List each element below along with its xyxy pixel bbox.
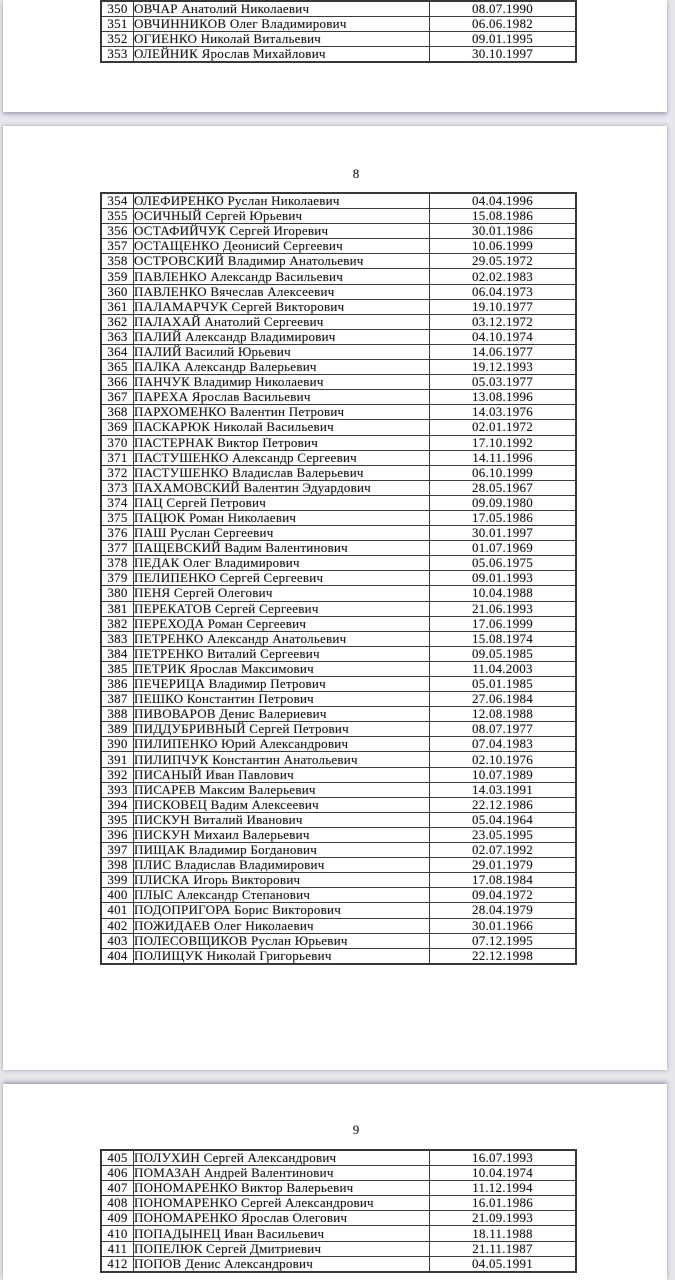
table-row: [101, 480, 576, 495]
person-name-cell: ПИСКОВЕЦ Вадим Алексеевич: [134, 797, 430, 812]
birth-date-cell: 10.07.1989: [430, 767, 577, 782]
row-number-cell: 408: [101, 1196, 134, 1211]
row-number-cell: 377: [101, 541, 134, 556]
table-row: [101, 1181, 576, 1196]
birth-date-cell: 23.05.1995: [430, 827, 577, 842]
person-name-cell: ПОПЕЛЮК Сергей Дмитриевич: [134, 1241, 430, 1256]
row-number-cell: 350: [101, 1, 134, 17]
person-name-cell: ПИСАНЫЙ Иван Павлович: [134, 767, 430, 782]
table-row: [101, 193, 576, 209]
table-row: [101, 420, 576, 435]
birth-date-cell: 28.05.1967: [430, 480, 577, 495]
row-number-cell: 404: [101, 948, 134, 964]
person-name-cell: ОСИЧНЫЙ Сергей Юрьевич: [134, 209, 430, 224]
table-row: [101, 933, 576, 948]
table-row: [101, 782, 576, 797]
person-name-cell: ПАСКАРЮК Николай Васильевич: [134, 420, 430, 435]
birth-date-cell: 08.07.1977: [430, 722, 577, 737]
person-name-cell: ПЛЫС Александр Степанович: [134, 888, 430, 903]
table-row: [101, 752, 576, 767]
birth-date-cell: 02.07.1992: [430, 843, 577, 858]
row-number-cell: 403: [101, 933, 134, 948]
row-number-cell: 387: [101, 692, 134, 707]
birth-date-cell: 19.12.1993: [430, 360, 577, 375]
person-name-cell: ПИВОВАРОВ Денис Валериевич: [134, 707, 430, 722]
row-number-cell: 412: [101, 1256, 134, 1272]
person-name-cell: ОСТАФИЙЧУК Сергей Игоревич: [134, 224, 430, 239]
birth-date-cell: 04.10.1974: [430, 329, 577, 344]
table-row: [101, 405, 576, 420]
birth-date-cell: 09.01.1995: [430, 32, 577, 47]
row-number-cell: 374: [101, 495, 134, 510]
person-name-cell: ПОНОМАРЕНКО Виктор Валерьевич: [134, 1181, 430, 1196]
birth-date-cell: 17.10.1992: [430, 435, 577, 450]
table-row: [101, 284, 576, 299]
table-row: [101, 586, 576, 601]
table-row: [101, 722, 576, 737]
person-name-cell: ПАЦЮК Роман Николаевич: [134, 510, 430, 525]
birth-date-cell: 14.03.1976: [430, 405, 577, 420]
birth-date-cell: 30.01.1966: [430, 918, 577, 933]
table-row: [101, 495, 576, 510]
table-row: [101, 873, 576, 888]
person-name-cell: ПАСТУШЕНКО Александр Сергеевич: [134, 450, 430, 465]
table-row: [101, 314, 576, 329]
birth-date-cell: 30.01.1997: [430, 526, 577, 541]
table-row: [101, 269, 576, 284]
birth-date-cell: 09.04.1972: [430, 888, 577, 903]
person-name-cell: ПЕТРЕНКО Виталий Сергеевич: [134, 646, 430, 661]
row-number-cell: 370: [101, 435, 134, 450]
row-number-cell: 368: [101, 405, 134, 420]
person-name-cell: ПИСКУН Михаил Валерьевич: [134, 827, 430, 842]
row-number-cell: 390: [101, 737, 134, 752]
birth-date-cell: 11.04.2003: [430, 661, 577, 676]
table-row: [101, 767, 576, 782]
person-name-cell: ОВЧАР Анатолий Николаевич: [134, 1, 430, 17]
row-number-cell: 360: [101, 284, 134, 299]
person-name-cell: ПАШ Руслан Сергеевич: [134, 526, 430, 541]
birth-date-cell: 29.01.1979: [430, 858, 577, 873]
table-row: [101, 47, 576, 63]
person-name-cell: ПОПОВ Денис Александрович: [134, 1256, 430, 1272]
birth-date-cell: 17.08.1984: [430, 873, 577, 888]
table-row: [101, 344, 576, 359]
row-number-cell: 379: [101, 571, 134, 586]
birth-date-cell: 21.09.1993: [430, 1211, 577, 1226]
table-row: [101, 1, 576, 17]
table-row: [101, 616, 576, 631]
table-row: [101, 299, 576, 314]
birth-date-cell: 06.04.1973: [430, 284, 577, 299]
row-number-cell: 392: [101, 767, 134, 782]
birth-date-cell: 04.04.1996: [430, 193, 577, 209]
person-name-cell: ПЕЛИПЕНКО Сергей Сергеевич: [134, 571, 430, 586]
person-name-cell: ПАЛАХАЙ Анатолий Сергеевич: [134, 314, 430, 329]
table-row: [101, 692, 576, 707]
person-name-cell: ПЕТРЕНКО Александр Анатольевич: [134, 631, 430, 646]
row-number-cell: 405: [101, 1150, 134, 1166]
person-name-cell: ОЛЕЙНИК Ярослав Михайлович: [134, 47, 430, 63]
roster-table-fragment: [100, 0, 577, 63]
table-row: [101, 737, 576, 752]
table-row: [101, 209, 576, 224]
birth-date-cell: 03.12.1972: [430, 314, 577, 329]
birth-date-cell: 14.06.1977: [430, 344, 577, 359]
table-row: [101, 948, 576, 964]
birth-date-cell: 15.08.1974: [430, 631, 577, 646]
table-row: [101, 375, 576, 390]
person-name-cell: ПАЩЕВСКИЙ Вадим Валентинович: [134, 541, 430, 556]
birth-date-cell: 07.04.1983: [430, 737, 577, 752]
person-name-cell: ПАЛИЙ Александр Владимирович: [134, 329, 430, 344]
roster-table-page-9: [100, 1149, 577, 1273]
row-number-cell: 400: [101, 888, 134, 903]
row-number-cell: 359: [101, 269, 134, 284]
row-number-cell: 367: [101, 390, 134, 405]
birth-date-cell: 17.06.1999: [430, 616, 577, 631]
birth-date-cell: 18.11.1988: [430, 1226, 577, 1241]
table-row: [101, 329, 576, 344]
table-row: [101, 1150, 576, 1166]
row-number-cell: 380: [101, 586, 134, 601]
row-number-cell: 389: [101, 722, 134, 737]
table-row: [101, 1166, 576, 1181]
document-page-8: [3, 126, 667, 1070]
page-number: 9: [352, 1122, 360, 1137]
table-row: [101, 707, 576, 722]
table-row: [101, 646, 576, 661]
row-number-cell: 378: [101, 556, 134, 571]
person-name-cell: ПОПАДЫНЕЦ Иван Васильевич: [134, 1226, 430, 1241]
row-number-cell: 396: [101, 827, 134, 842]
row-number-cell: 409: [101, 1211, 134, 1226]
birth-date-cell: 19.10.1977: [430, 299, 577, 314]
row-number-cell: 381: [101, 601, 134, 616]
row-number-cell: 393: [101, 782, 134, 797]
table-row: [101, 239, 576, 254]
person-name-cell: ПАВЛЕНКО Вячеслав Алексеевич: [134, 284, 430, 299]
person-name-cell: ПЕЧЕРИЦА Владимир Петрович: [134, 677, 430, 692]
birth-date-cell: 05.04.1964: [430, 812, 577, 827]
birth-date-cell: 27.06.1984: [430, 692, 577, 707]
person-name-cell: ПОЛИЩУК Николай Григорьевич: [134, 948, 430, 964]
birth-date-cell: 22.12.1986: [430, 797, 577, 812]
birth-date-cell: 22.12.1998: [430, 948, 577, 964]
birth-date-cell: 21.06.1993: [430, 601, 577, 616]
table-row: [101, 1226, 576, 1241]
row-number-cell: 376: [101, 526, 134, 541]
row-number-cell: 371: [101, 450, 134, 465]
table-row: [101, 526, 576, 541]
table-row: [101, 32, 576, 47]
person-name-cell: ПЕРЕКАТОВ Сергей Сергеевич: [134, 601, 430, 616]
table-row: [101, 888, 576, 903]
birth-date-cell: 14.03.1991: [430, 782, 577, 797]
person-name-cell: ПАЛИЙ Василий Юрьевич: [134, 344, 430, 359]
row-number-cell: 363: [101, 329, 134, 344]
person-name-cell: ПЕНЯ Сергей Олегович: [134, 586, 430, 601]
person-name-cell: ОВЧИННИКОВ Олег Владимирович: [134, 17, 430, 32]
person-name-cell: ПОДОПРИГОРА Борис Викторович: [134, 903, 430, 918]
roster-table-page-8: [100, 192, 577, 965]
row-number-cell: 351: [101, 17, 134, 32]
table-row: [101, 903, 576, 918]
table-row: [101, 254, 576, 269]
row-number-cell: 410: [101, 1226, 134, 1241]
table-row: [101, 677, 576, 692]
person-name-cell: ПИЛИПЕНКО Юрий Александрович: [134, 737, 430, 752]
table-row: [101, 631, 576, 646]
birth-date-cell: 11.12.1994: [430, 1181, 577, 1196]
birth-date-cell: 12.08.1988: [430, 707, 577, 722]
birth-date-cell: 09.01.1993: [430, 571, 577, 586]
birth-date-cell: 21.11.1987: [430, 1241, 577, 1256]
row-number-cell: 373: [101, 480, 134, 495]
person-name-cell: ПОНОМАРЕНКО Ярослав Олегович: [134, 1211, 430, 1226]
person-name-cell: ПОЖИДАЕВ Олег Николаевич: [134, 918, 430, 933]
table-row: [101, 1241, 576, 1256]
person-name-cell: ПАВЛЕНКО Александр Васильевич: [134, 269, 430, 284]
birth-date-cell: 13.08.1996: [430, 390, 577, 405]
person-name-cell: ПАЦ Сергей Петрович: [134, 495, 430, 510]
person-name-cell: ПОНОМАРЕНКО Сергей Александрович: [134, 1196, 430, 1211]
table-row: [101, 1196, 576, 1211]
person-name-cell: ПИДДУБРИВНЫЙ Сергей Петрович: [134, 722, 430, 737]
row-number-cell: 369: [101, 420, 134, 435]
birth-date-cell: 09.05.1985: [430, 646, 577, 661]
row-number-cell: 386: [101, 677, 134, 692]
person-name-cell: ПЕРЕХОДА Роман Сергеевич: [134, 616, 430, 631]
row-number-cell: 402: [101, 918, 134, 933]
row-number-cell: 353: [101, 47, 134, 63]
row-number-cell: 401: [101, 903, 134, 918]
row-number-cell: 385: [101, 661, 134, 676]
table-row: [101, 918, 576, 933]
birth-date-cell: 10.06.1999: [430, 239, 577, 254]
birth-date-cell: 04.05.1991: [430, 1256, 577, 1272]
row-number-cell: 388: [101, 707, 134, 722]
table-row: [101, 1256, 576, 1272]
table-row: [101, 843, 576, 858]
person-name-cell: ПЕДАК Олег Владимирович: [134, 556, 430, 571]
birth-date-cell: 10.04.1988: [430, 586, 577, 601]
person-name-cell: ПЕТРИК Ярослав Максимович: [134, 661, 430, 676]
birth-date-cell: 06.06.1982: [430, 17, 577, 32]
birth-date-cell: 02.01.1972: [430, 420, 577, 435]
document-page-9: [3, 1084, 667, 1280]
person-name-cell: ОСТРОВСКИЙ Владимир Анатольевич: [134, 254, 430, 269]
birth-date-cell: 28.04.1979: [430, 903, 577, 918]
row-number-cell: 383: [101, 631, 134, 646]
table-row: [101, 17, 576, 32]
table-row: [101, 390, 576, 405]
row-number-cell: 366: [101, 375, 134, 390]
birth-date-cell: 17.05.1986: [430, 510, 577, 525]
table-row: [101, 224, 576, 239]
birth-date-cell: 16.07.1993: [430, 1150, 577, 1166]
person-name-cell: ПИЛИПЧУК Константин Анатольевич: [134, 752, 430, 767]
person-name-cell: ПОЛЕСОВЩИКОВ Руслан Юрьевич: [134, 933, 430, 948]
row-number-cell: 411: [101, 1241, 134, 1256]
row-number-cell: 356: [101, 224, 134, 239]
person-name-cell: ПАРЕХА Ярослав Васильевич: [134, 390, 430, 405]
person-name-cell: ПИЩАК Владимир Богданович: [134, 843, 430, 858]
row-number-cell: 375: [101, 510, 134, 525]
person-name-cell: ПЛИС Владислав Владимирович: [134, 858, 430, 873]
table-row: [101, 450, 576, 465]
person-name-cell: ПАРХОМЕНКО Валентин Петрович: [134, 405, 430, 420]
row-number-cell: 355: [101, 209, 134, 224]
table-row: [101, 1211, 576, 1226]
row-number-cell: 391: [101, 752, 134, 767]
person-name-cell: ПЛИСКА Игорь Викторович: [134, 873, 430, 888]
person-name-cell: ПАЛКА Александр Валерьевич: [134, 360, 430, 375]
person-name-cell: ПАНЧУК Владимир Николаевич: [134, 375, 430, 390]
person-name-cell: ОСТАЩЕНКО Деонисий Сергеевич: [134, 239, 430, 254]
row-number-cell: 364: [101, 344, 134, 359]
birth-date-cell: 08.07.1990: [430, 1, 577, 17]
row-number-cell: 372: [101, 465, 134, 480]
person-name-cell: ПАЛАМАРЧУК Сергей Викторович: [134, 299, 430, 314]
row-number-cell: 397: [101, 843, 134, 858]
row-number-cell: 358: [101, 254, 134, 269]
table-row: [101, 601, 576, 616]
birth-date-cell: 02.10.1976: [430, 752, 577, 767]
document-page-7-fragment: [3, 0, 667, 112]
page-number: 8: [352, 166, 360, 181]
table-row: [101, 571, 576, 586]
birth-date-cell: 14.11.1996: [430, 450, 577, 465]
birth-date-cell: 07.12.1995: [430, 933, 577, 948]
birth-date-cell: 05.06.1975: [430, 556, 577, 571]
row-number-cell: 398: [101, 858, 134, 873]
person-name-cell: ПАСТЕРНАК Виктор Петрович: [134, 435, 430, 450]
person-name-cell: ПАСТУШЕНКО Владислав Валерьевич: [134, 465, 430, 480]
birth-date-cell: 02.02.1983: [430, 269, 577, 284]
row-number-cell: 354: [101, 193, 134, 209]
row-number-cell: 352: [101, 32, 134, 47]
row-number-cell: 382: [101, 616, 134, 631]
birth-date-cell: 30.01.1986: [430, 224, 577, 239]
person-name-cell: ОГИЕНКО Николай Витальевич: [134, 32, 430, 47]
table-row: [101, 858, 576, 873]
table-row: [101, 465, 576, 480]
birth-date-cell: 09.09.1980: [430, 495, 577, 510]
birth-date-cell: 05.01.1985: [430, 677, 577, 692]
birth-date-cell: 05.03.1977: [430, 375, 577, 390]
person-name-cell: ПЕШКО Константин Петрович: [134, 692, 430, 707]
person-name-cell: ПИСКУН Виталий Иванович: [134, 812, 430, 827]
person-name-cell: ПОМАЗАН Андрей Валентинович: [134, 1166, 430, 1181]
row-number-cell: 394: [101, 797, 134, 812]
person-name-cell: ПИСАРЕВ Максим Валерьевич: [134, 782, 430, 797]
row-number-cell: 357: [101, 239, 134, 254]
table-row: [101, 797, 576, 812]
birth-date-cell: 06.10.1999: [430, 465, 577, 480]
table-row: [101, 435, 576, 450]
birth-date-cell: 01.07.1969: [430, 541, 577, 556]
table-row: [101, 661, 576, 676]
birth-date-cell: 29.05.1972: [430, 254, 577, 269]
table-row: [101, 360, 576, 375]
birth-date-cell: 30.10.1997: [430, 47, 577, 63]
birth-date-cell: 15.08.1986: [430, 209, 577, 224]
row-number-cell: 407: [101, 1181, 134, 1196]
person-name-cell: ПАХАМОВСКИЙ Валентин Эдуардович: [134, 480, 430, 495]
table-row: [101, 827, 576, 842]
row-number-cell: 361: [101, 299, 134, 314]
row-number-cell: 406: [101, 1166, 134, 1181]
row-number-cell: 384: [101, 646, 134, 661]
person-name-cell: ОЛЕФИРЕНКО Руслан Николаевич: [134, 193, 430, 209]
birth-date-cell: 16.01.1986: [430, 1196, 577, 1211]
person-name-cell: ПОЛУХИН Сергей Александрович: [134, 1150, 430, 1166]
table-row: [101, 556, 576, 571]
birth-date-cell: 10.04.1974: [430, 1166, 577, 1181]
row-number-cell: 362: [101, 314, 134, 329]
table-row: [101, 812, 576, 827]
table-row: [101, 541, 576, 556]
row-number-cell: 395: [101, 812, 134, 827]
table-row: [101, 510, 576, 525]
row-number-cell: 365: [101, 360, 134, 375]
row-number-cell: 399: [101, 873, 134, 888]
